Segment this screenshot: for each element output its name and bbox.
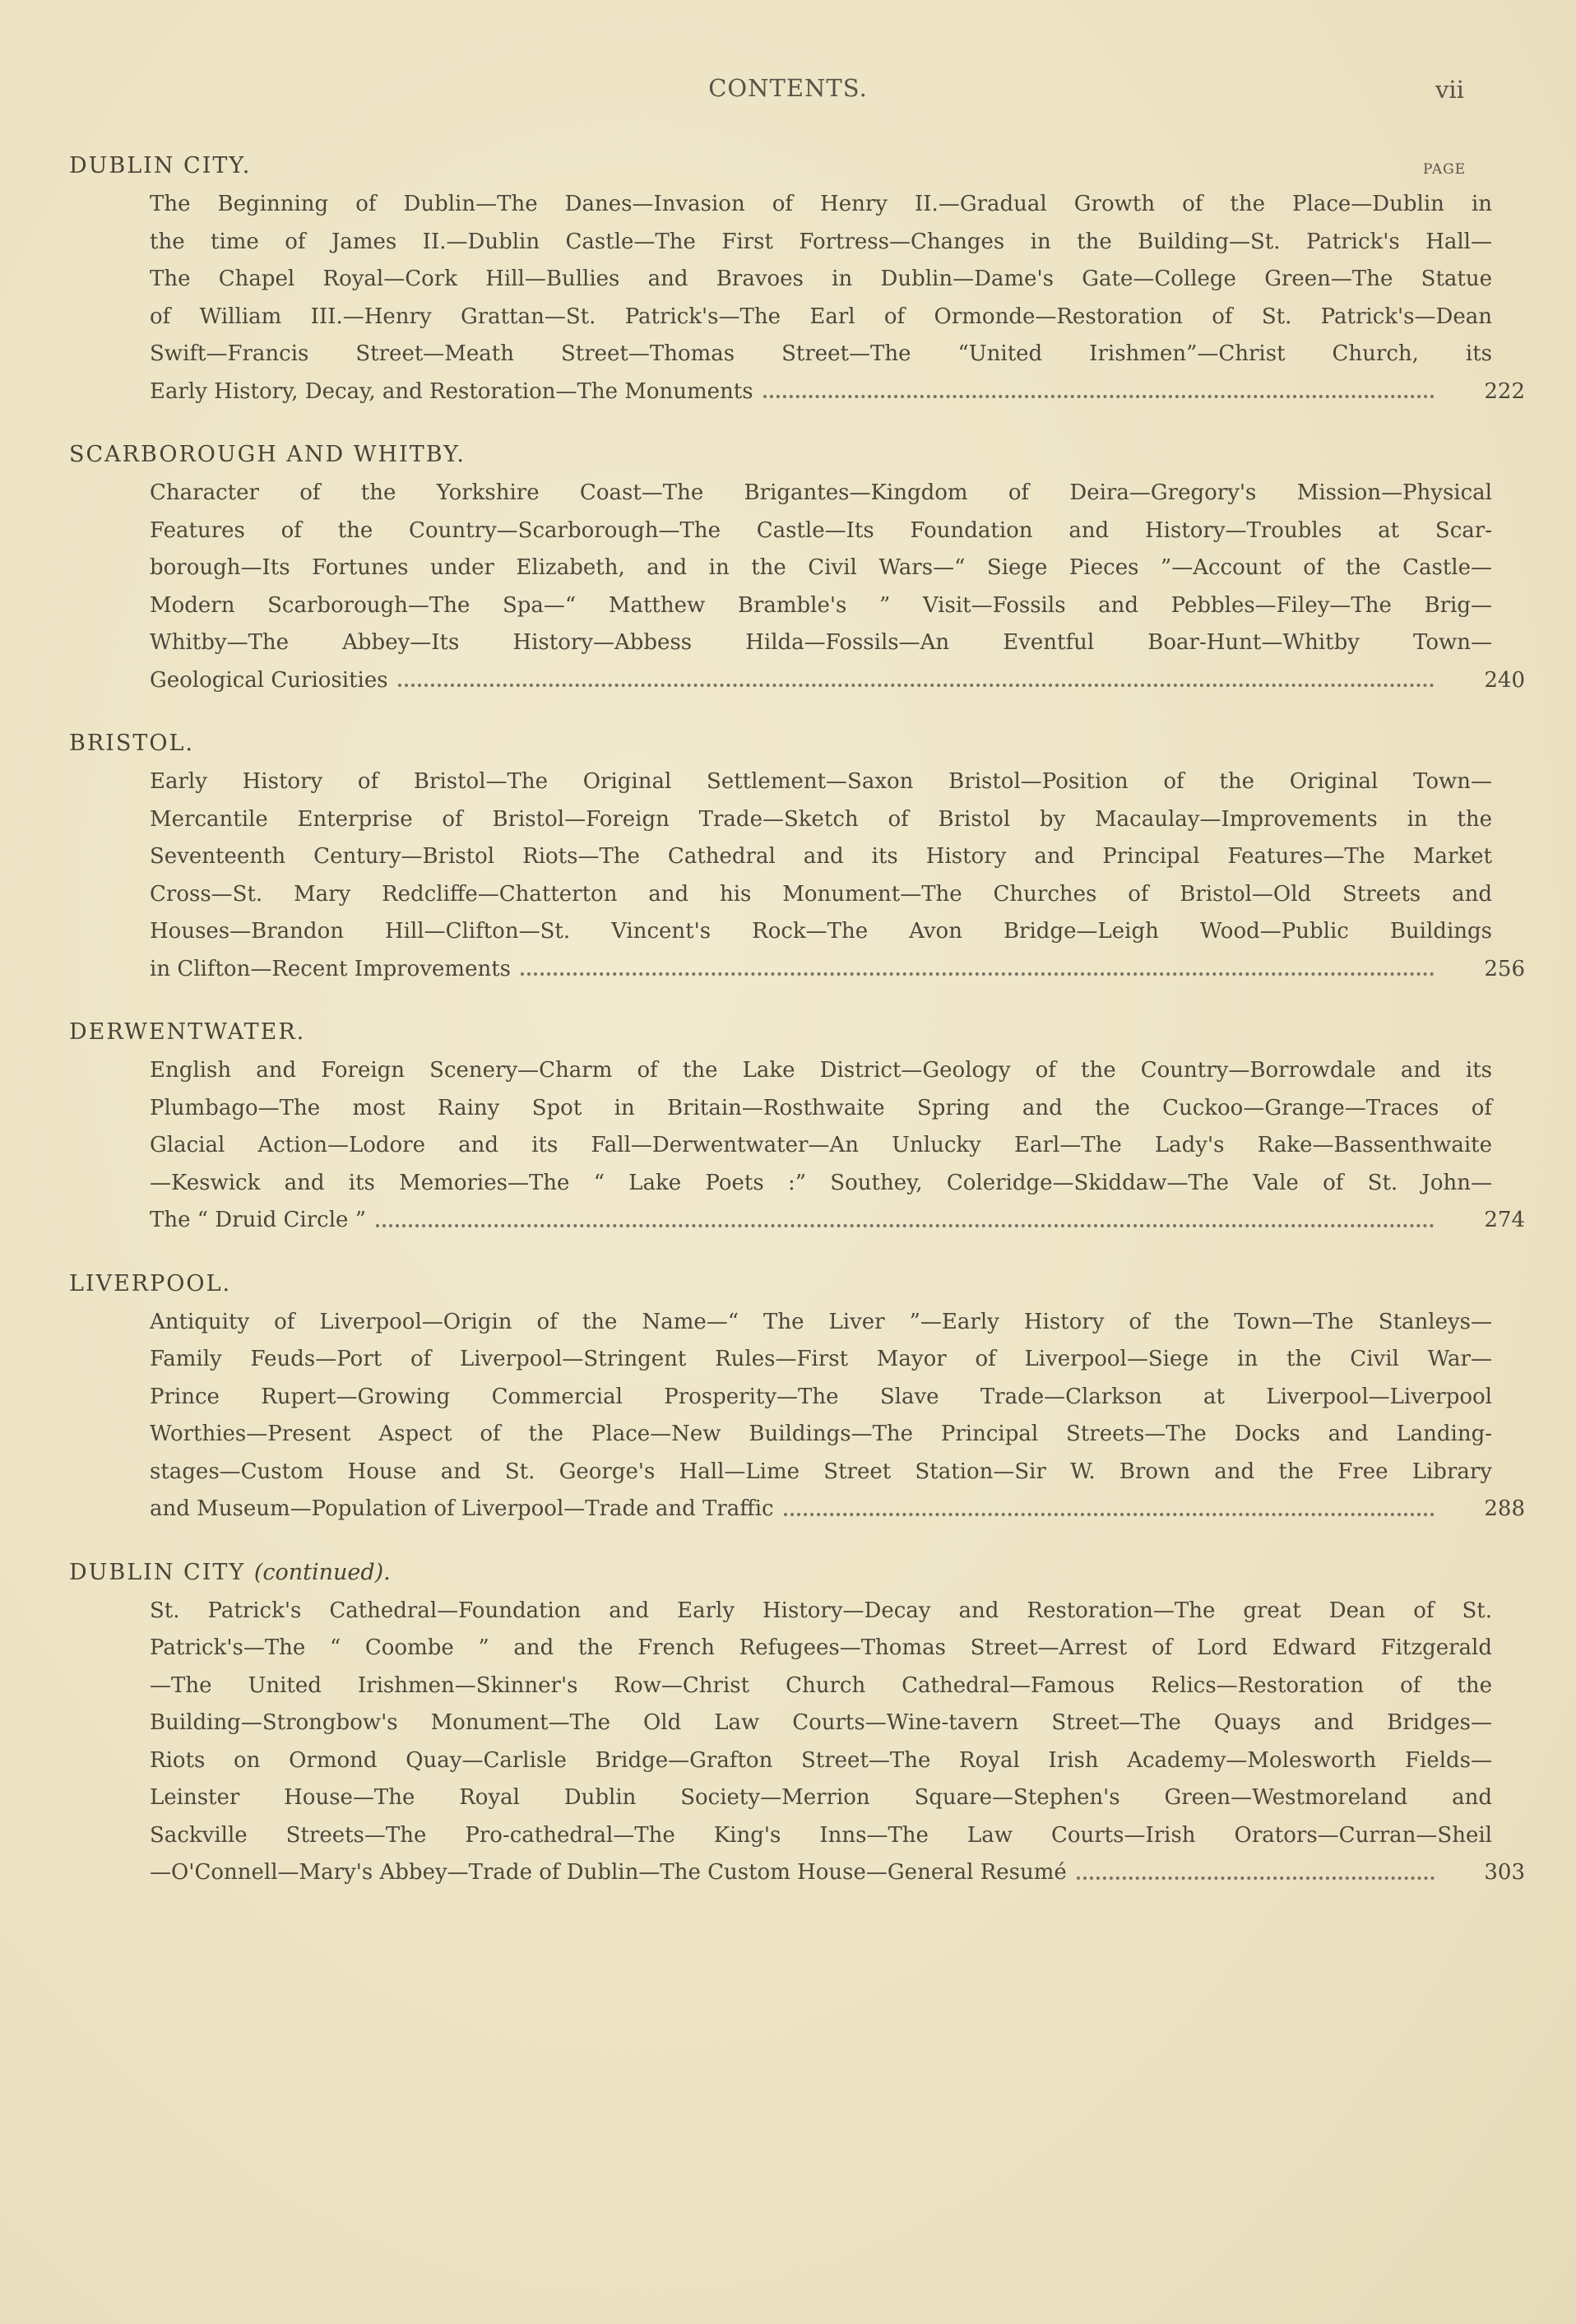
section-summary bbox=[150, 1052, 1525, 1240]
summary-line: Worthies—Present Aspect of the Place—New Buildings—The Principal Streets—The Docks and Landing- bbox=[150, 1422, 1492, 1446]
summary-last-line bbox=[150, 951, 1525, 989]
summary-line: and Museum—Population of Liverpool—Trade and Traffic bbox=[150, 1496, 774, 1521]
summary-line: The Beginning of Dublin—The Danes—Invasion of Henry II.—Gradual Growth of the Place—Dublin in bbox=[150, 192, 1492, 216]
summary-line: Geological Curiosities bbox=[150, 667, 388, 693]
summary-line: —O'Connell—Mary's Abbey—Trade of Dublin—The Custom House—General Resumé bbox=[150, 1860, 1067, 1885]
page-number: 240 bbox=[1484, 667, 1525, 693]
dot-leader bbox=[1077, 1876, 1435, 1880]
dot-leader bbox=[376, 1224, 1435, 1227]
page-number: 303 bbox=[1484, 1860, 1525, 1885]
summary-line: stages—Custom House and St. George's Hall—Lime Street Station—Sir W. Brown and the Free Library bbox=[150, 1459, 1492, 1484]
summary-last-line bbox=[150, 1491, 1525, 1528]
summary-line: Patrick's—The “ Coombe ” and the French Refugees—Thomas Street—Arrest of Lord Edward Fitzgerald bbox=[150, 1635, 1492, 1660]
summary-line: Cross—St. Mary Redcliffe—Chatterton and his Monument—The Churches of Bristol—Old Streets and bbox=[150, 881, 1492, 907]
summary-last-line bbox=[150, 1202, 1525, 1240]
toc-section bbox=[69, 435, 1525, 699]
section-title: DUBLIN CITY bbox=[69, 1559, 246, 1585]
summary-line: the time of James II.—Dublin Castle—The First Fortress—Changes in the Building—St. Patrick's Hall— bbox=[150, 229, 1492, 254]
toc-section bbox=[69, 724, 1525, 988]
summary-line: Family Feuds—Port of Liverpool—Stringent Rules—First Mayor of Liverpool—Siege in the Civil War— bbox=[150, 1347, 1492, 1371]
page-number: 222 bbox=[1484, 378, 1525, 404]
summary-line: of William III.—Henry Grattan—St. Patrick's—The Earl of Ormonde—Restoration of St. Patrick's—Dean bbox=[150, 304, 1492, 329]
summary-line: in Clifton—Recent Improvements bbox=[150, 956, 511, 981]
section-summary bbox=[150, 763, 1525, 988]
summary-line: Features of the Country—Scarborough—The Castle—Its Foundation and History—Troubles at Scar- bbox=[150, 517, 1492, 543]
section-summary bbox=[150, 186, 1525, 411]
summary-line: Early History of Bristol—The Original Settlement—Saxon Bristol—Position of the Original Town— bbox=[150, 769, 1492, 794]
summary-line: Sackville Streets—The Pro-cathedral—The King's Inns—The Law Courts—Irish Orators—Curran—Sheil bbox=[150, 1822, 1492, 1848]
summary-line: borough—Its Fortunes under Elizabeth, and in the Civil Wars—“ Siege Pieces ”—Account of the Castle— bbox=[150, 555, 1492, 580]
section-title: DUBLIN CITY. bbox=[69, 153, 252, 179]
summary-line: English and Foreign Scenery—Charm of the Lake District—Geology of the Country—Borrowdale and its bbox=[150, 1058, 1492, 1083]
section-title: LIVERPOOL. bbox=[69, 1270, 232, 1297]
section-title: SCARBOROUGH AND WHITBY. bbox=[69, 442, 466, 467]
dot-leader bbox=[784, 1513, 1435, 1516]
section-title: BRISTOL. bbox=[69, 731, 194, 756]
summary-line: The “ Druid Circle ” bbox=[150, 1208, 366, 1232]
summary-last-line bbox=[150, 662, 1525, 700]
summary-line: Antiquity of Liverpool—Origin of the Name—“ The Liver ”—Early History of the Town—The Stanleys— bbox=[150, 1309, 1492, 1334]
summary-line: Riots on Ormond Quay—Carlisle Bridge—Grafton Street—The Royal Irish Academy—Molesworth Fields— bbox=[150, 1747, 1492, 1773]
summary-line: —Keswick and its Memories—The “ Lake Poets :” Southey, Coleridge—Skiddaw—The Vale of St. John— bbox=[150, 1170, 1492, 1195]
summary-line: Modern Scarborough—The Spa—“ Matthew Bramble's ” Visit—Fossils and Pebbles—Filey—The Brig— bbox=[150, 592, 1492, 618]
summary-line: Glacial Action—Lodore and its Fall—Derwentwater—An Unlucky Earl—The Lady's Rake—Bassenthwaite bbox=[150, 1133, 1492, 1157]
toc-section bbox=[69, 146, 1525, 411]
dot-leader bbox=[398, 684, 1435, 687]
summary-line: Swift—Francis Street—Meath Street—Thomas Street—The “United Irishmen”—Christ Church, its bbox=[150, 341, 1492, 366]
summary-line: Building—Strongbow's Monument—The Old Law Courts—Wine-tavern Street—The Quays and Bridges— bbox=[150, 1710, 1492, 1735]
page-number: 256 bbox=[1484, 956, 1525, 981]
summary-line: St. Patrick's Cathedral—Foundation and Early History—Decay and Restoration—The great Dean of St. bbox=[150, 1598, 1492, 1623]
summary-line: The Chapel Royal—Cork Hill—Bullies and Bravoes in Dublin—Dame's Gate—College Green—The Statue bbox=[150, 267, 1492, 291]
summary-last-line bbox=[150, 373, 1525, 411]
summary-line: Leinster House—The Royal Dublin Society—Merrion Square—Stephen's Green—Westmoreland and bbox=[150, 1785, 1492, 1810]
toc-section bbox=[69, 1553, 1525, 1892]
dot-leader bbox=[521, 972, 1435, 976]
section-title-row bbox=[69, 1553, 1476, 1593]
summary-line: Seventeenth Century—Bristol Riots—The Cathedral and its History and Principal Features—The Market bbox=[150, 844, 1492, 869]
summary-line: Early History, Decay, and Restoration—The Monuments bbox=[150, 378, 753, 404]
table-of-contents bbox=[69, 146, 1525, 1917]
section-title-note: (continued). bbox=[253, 1559, 391, 1585]
summary-last-line bbox=[150, 1854, 1525, 1892]
summary-line: Prince Rupert—Growing Commercial Prosperity—The Slave Trade—Clarkson at Liverpool—Liverpool bbox=[150, 1384, 1492, 1409]
summary-line: —The United Irishmen—Skinner's Row—Christ Church Cathedral—Famous Relics—Restoration of the bbox=[150, 1672, 1492, 1698]
section-summary bbox=[150, 1304, 1525, 1528]
section-title: DERWENTWATER. bbox=[69, 1019, 306, 1045]
toc-section bbox=[69, 1013, 1525, 1240]
page-number: 288 bbox=[1484, 1496, 1525, 1521]
page-number: 274 bbox=[1484, 1208, 1525, 1232]
summary-line: Houses—Brandon Hill—Clifton—St. Vincent's Rock—The Avon Bridge—Leigh Wood—Public Buildings bbox=[150, 919, 1492, 944]
summary-line: Plumbago—The most Rainy Spot in Britain—Rosthwaite Spring and the Cuckoo—Grange—Traces of bbox=[150, 1095, 1492, 1120]
folio-number: vii bbox=[1435, 76, 1464, 104]
section-summary bbox=[150, 475, 1525, 699]
summary-line: Mercantile Enterprise of Bristol—Foreign Trade—Sketch of Bristol by Macaulay—Improvements in the bbox=[150, 806, 1492, 832]
summary-line: Whitby—The Abbey—Its History—Abbess Hilda—Fossils—An Eventful Boar-Hunt—Whitby Town— bbox=[150, 630, 1492, 655]
toc-section bbox=[69, 1264, 1525, 1528]
page-column-label: PAGE bbox=[1423, 161, 1467, 178]
summary-line: Character of the Yorkshire Coast—The Brigantes—Kingdom of Deira—Gregory's Mission—Physical bbox=[150, 480, 1492, 505]
section-summary bbox=[150, 1593, 1525, 1892]
dot-leader bbox=[763, 395, 1435, 398]
running-head: CONTENTS. bbox=[708, 74, 868, 102]
